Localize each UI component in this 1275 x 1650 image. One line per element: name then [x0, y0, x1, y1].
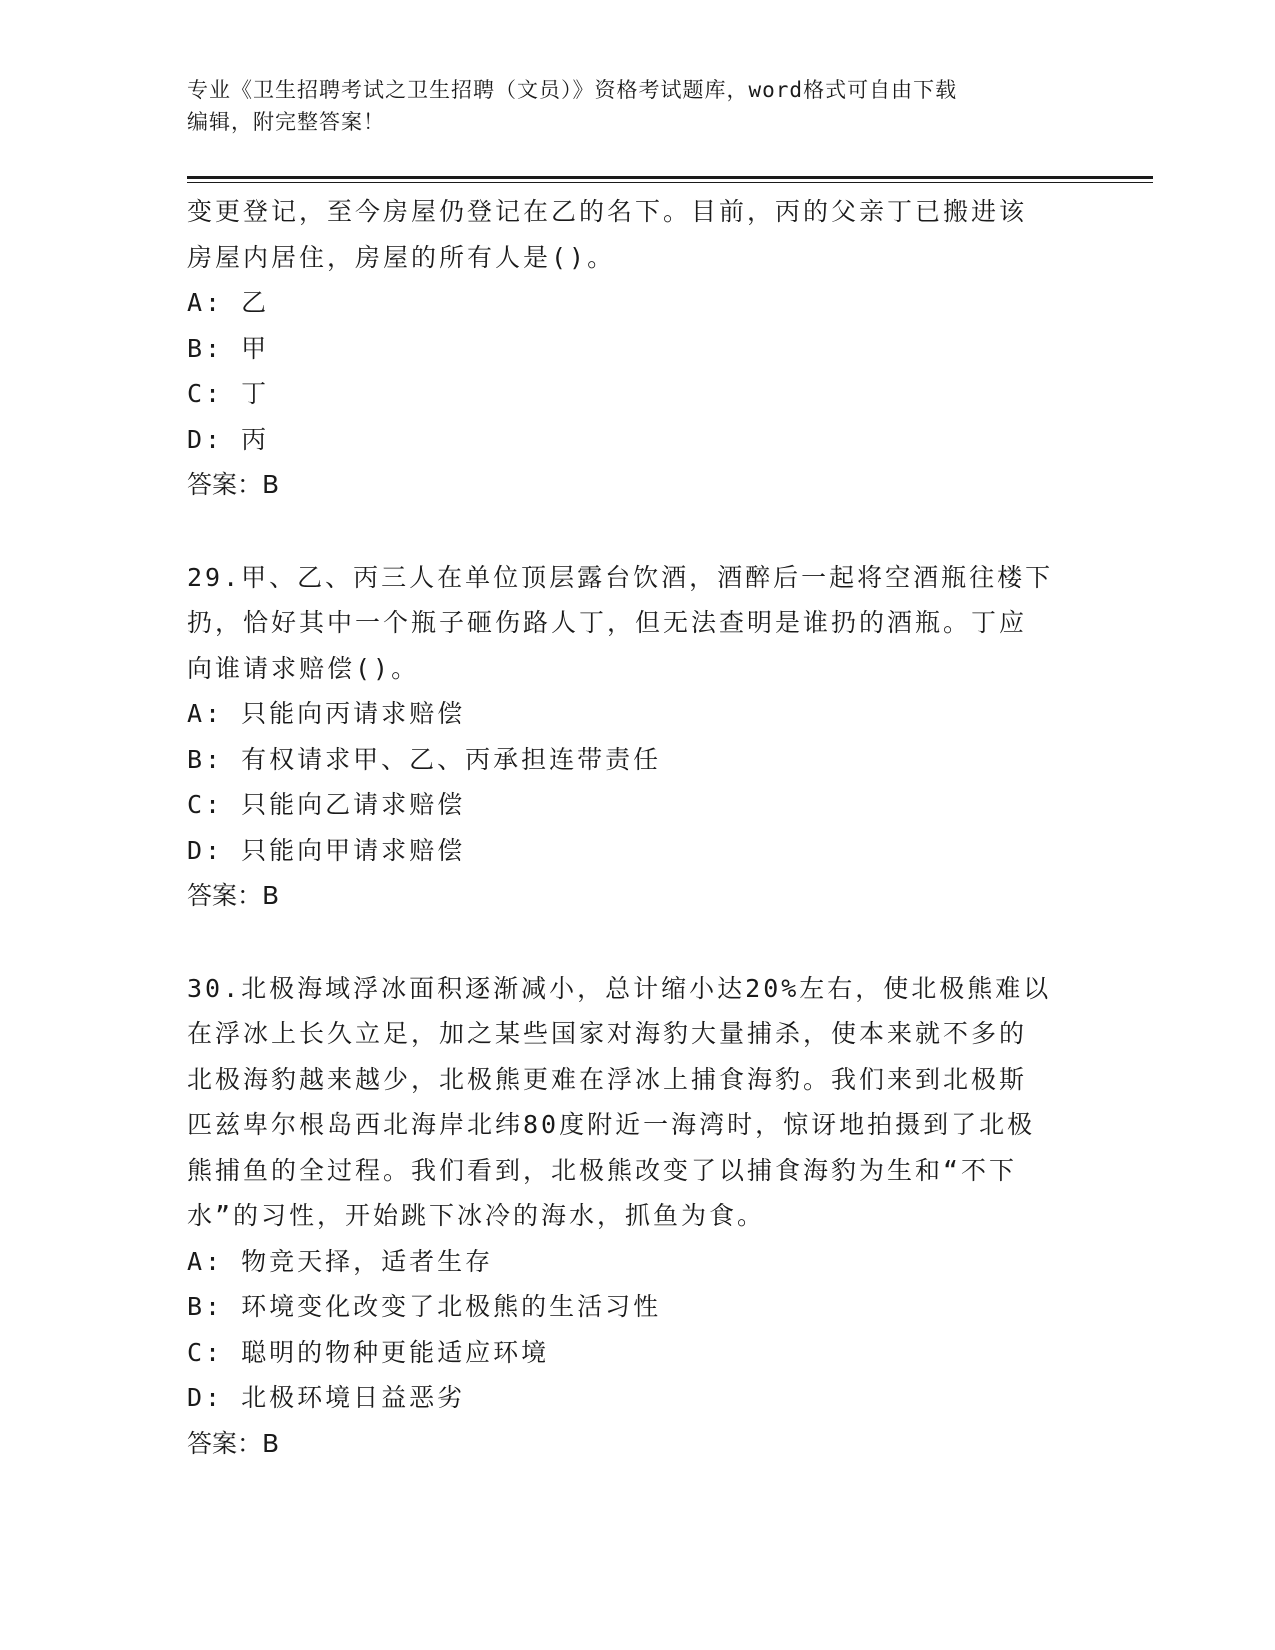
option-a: A: 只能向丙请求赔偿 [187, 699, 466, 728]
question-28 [187, 189, 1087, 508]
header-rule-thick [187, 176, 1153, 179]
option-a: A: 乙 [187, 288, 270, 317]
question-text-line: 29.甲、乙、丙三人在单位顶层露台饮酒，酒醉后一起将空酒瓶往楼下 [187, 562, 1054, 592]
document-header [187, 74, 1087, 138]
question-text-line: 变更登记，至今房屋仍登记在乙的名下。目前，丙的父亲丁已搬进该 [187, 197, 1028, 226]
option-d: D: 只能向甲请求赔偿 [187, 835, 466, 865]
option-c: C: 聪明的物种更能适应环境 [187, 1337, 550, 1367]
question-29 [187, 555, 1087, 919]
question-30 [187, 966, 1087, 1467]
question-spacer [187, 919, 1087, 966]
option-a: A: 物竞天择，适者生存 [187, 1246, 494, 1276]
question-text-line: 北极海豹越来越少，北极熊更难在浮冰上捕食海豹。我们来到北极斯 [187, 1064, 1028, 1094]
question-text-line: 房屋内居住，房屋的所有人是()。 [187, 242, 616, 272]
option-b: B: 环境变化改变了北极熊的生活习性 [187, 1292, 662, 1321]
option-c: C: 只能向乙请求赔偿 [187, 790, 466, 819]
option-c: C: 丁 [187, 379, 270, 408]
question-text-line: 匹兹卑尔根岛西北海岸北纬80度附近一海湾时，惊讶地拍摄到了北极 [187, 1110, 1036, 1139]
document-body [187, 189, 1087, 1466]
option-d: D: 丙 [187, 424, 270, 454]
option-b: B: 有权请求甲、乙、丙承担连带责任 [187, 744, 662, 774]
answer-line: 答案：B [187, 1428, 280, 1458]
question-text-line: 向谁请求赔偿()。 [187, 653, 420, 683]
question-text-line: 水”的习性，开始跳下冰冷的海水，抓鱼为食。 [187, 1201, 766, 1230]
answer-line: 答案：B [187, 470, 280, 499]
header-line-2: 编辑，附完整答案！ [187, 110, 385, 134]
question-text-line: 扔，恰好其中一个瓶子砸伤路人丁，但无法查明是谁扔的酒瓶。丁应 [187, 608, 1028, 637]
question-text-line: 在浮冰上长久立足，加之某些国家对海豹大量捕杀，使本来就不多的 [187, 1019, 1028, 1048]
answer-line: 答案：B [187, 881, 280, 910]
header-rule-thin [187, 182, 1153, 183]
option-d: D: 北极环境日益恶劣 [187, 1383, 466, 1412]
option-b: B: 甲 [187, 333, 270, 363]
question-text-line: 30.北极海域浮冰面积逐渐减小，总计缩小达20%左右，使北极熊难以 [187, 973, 1052, 1003]
question-text-line: 熊捕鱼的全过程。我们看到，北极熊改变了以捕食海豹为生和“不下 [187, 1155, 1018, 1185]
header-line-1: 专业《卫生招聘考试之卫生招聘（文员）》资格考试题库，word格式可自由下载 [187, 78, 958, 102]
question-spacer [187, 508, 1087, 555]
